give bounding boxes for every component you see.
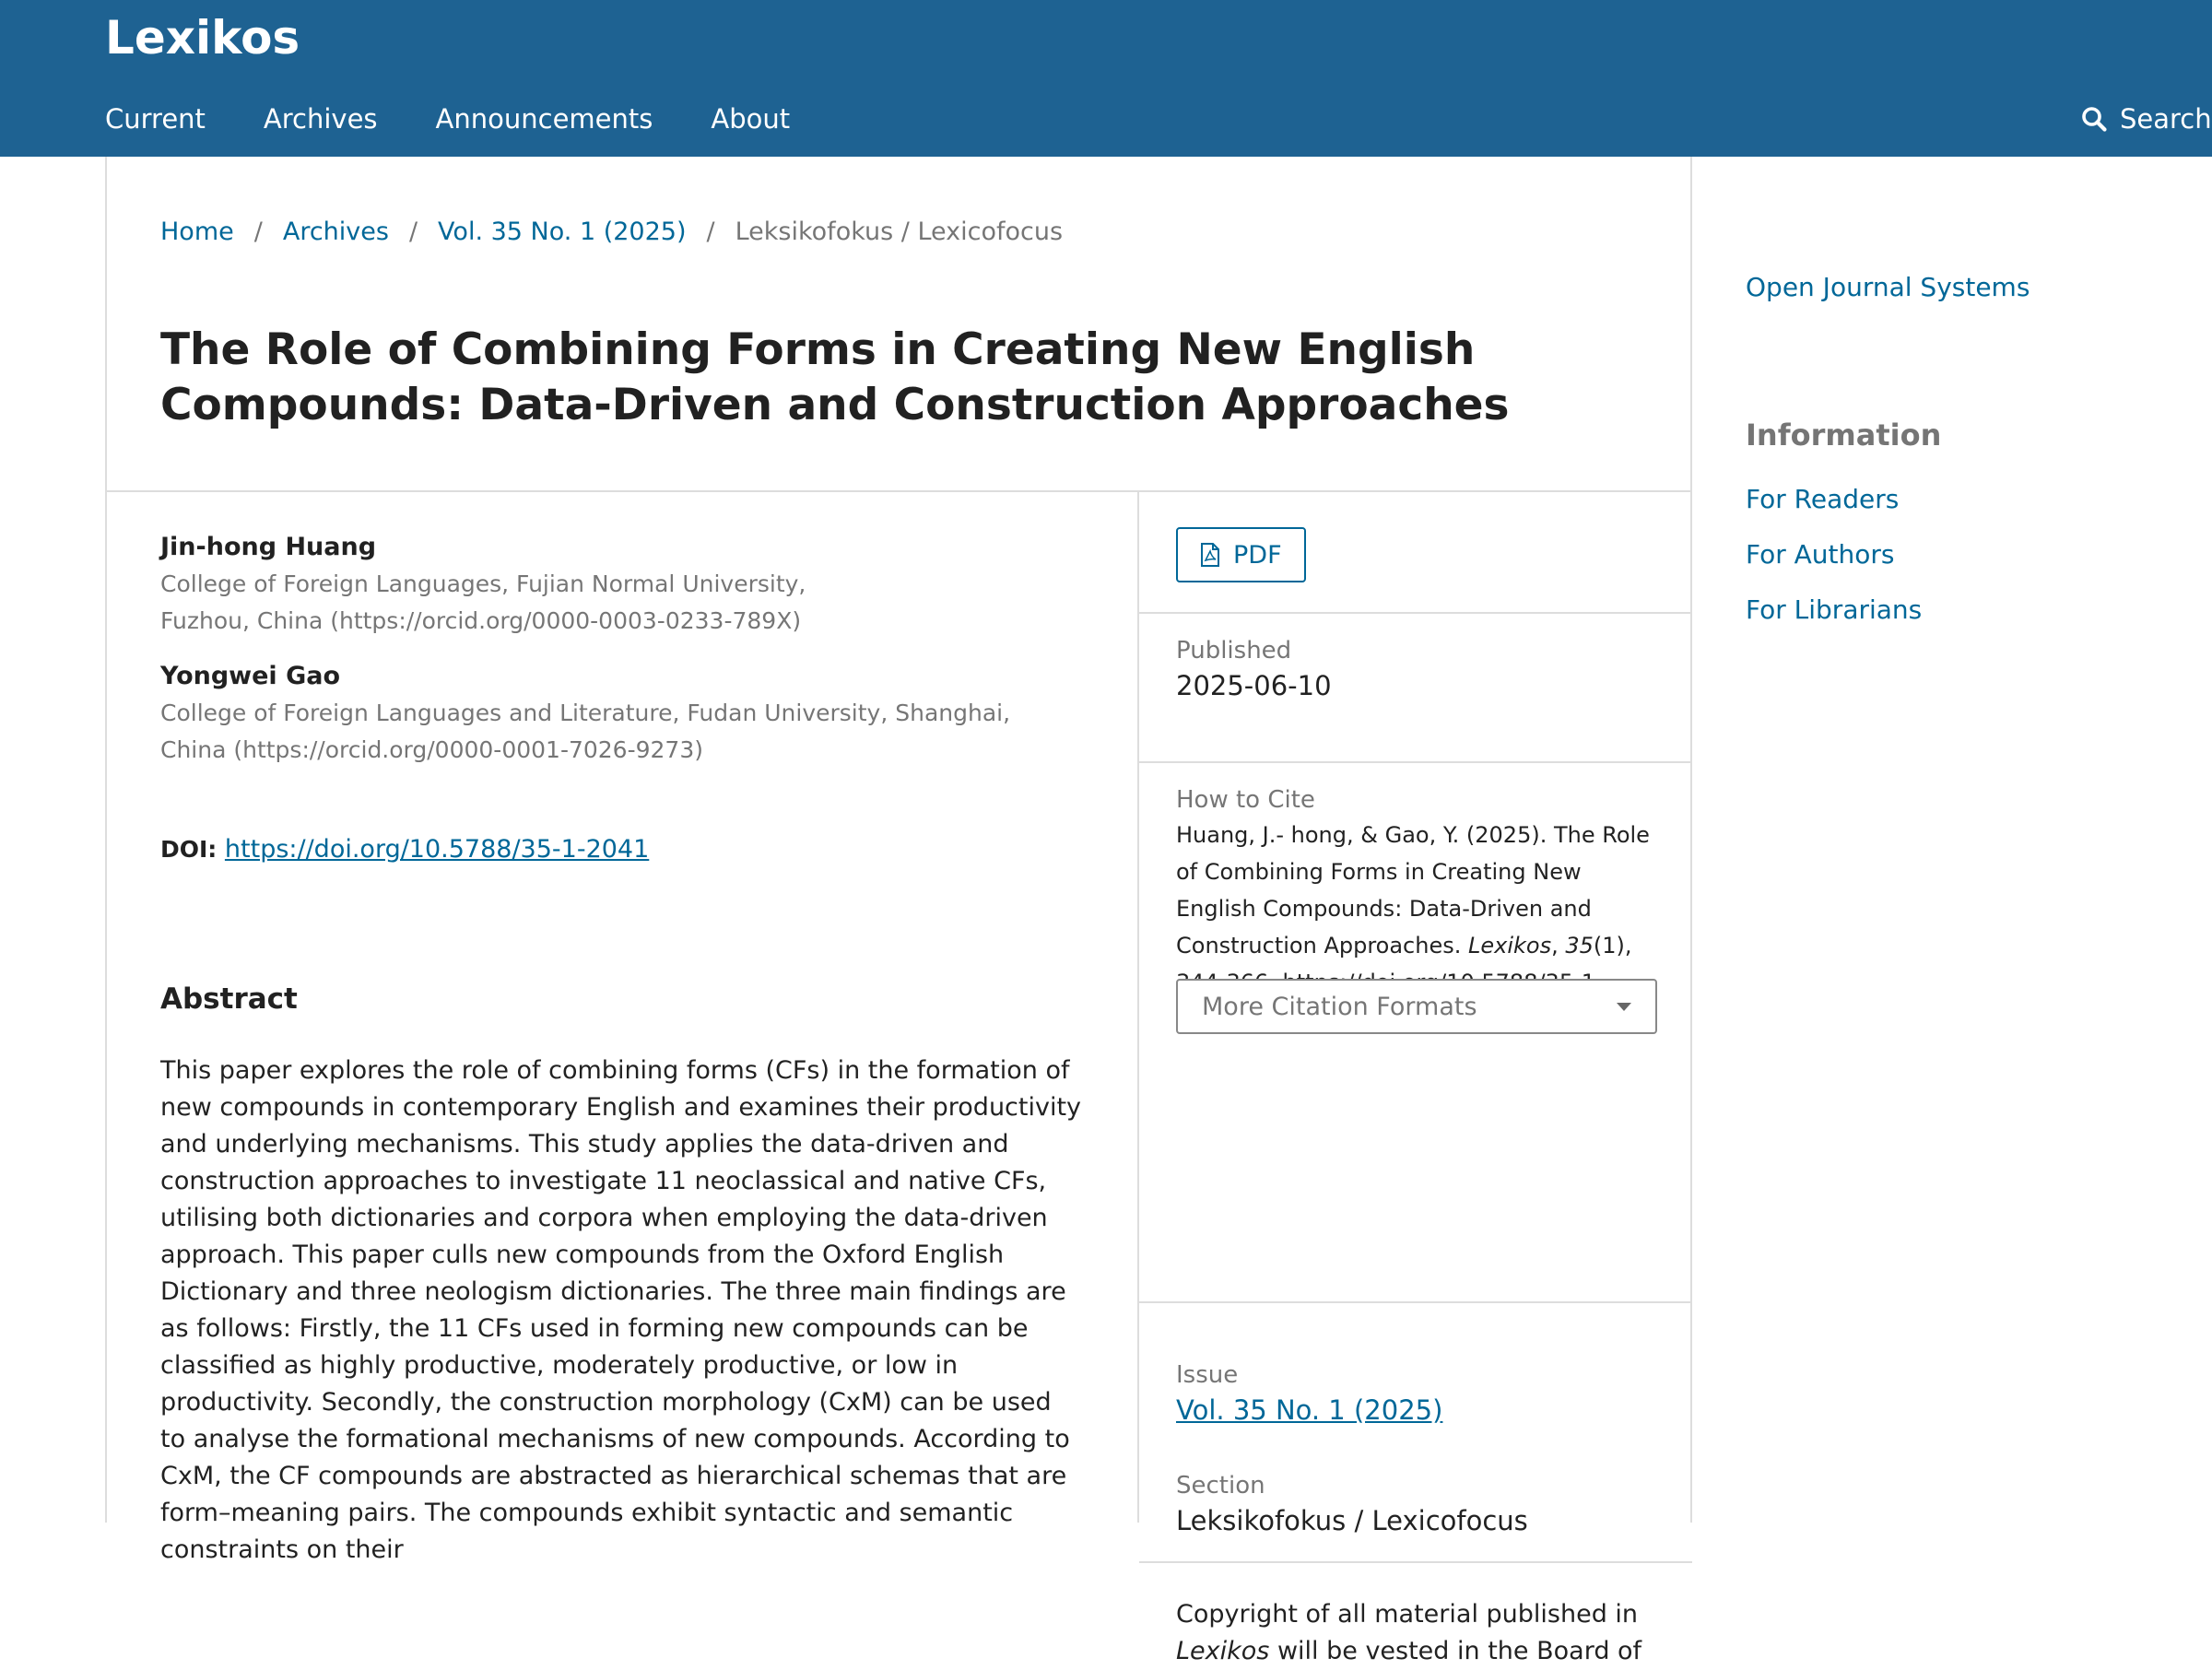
author-name: Jin-hong Huang <box>160 533 377 561</box>
ojs-link[interactable]: Open Journal Systems <box>1746 272 2030 302</box>
nav-archives[interactable]: Archives <box>263 103 378 135</box>
author-name: Yongwei Gao <box>160 662 341 690</box>
sidebar-link-librarians[interactable]: For Librarians <box>1746 594 1923 625</box>
published-date: 2025-06-10 <box>1176 670 1332 701</box>
nav-about[interactable]: About <box>711 103 791 135</box>
copyright-part: will be vested in the Board of <box>1269 1637 1642 1665</box>
breadcrumb-current: Leksikofokus / Lexicofocus <box>735 218 1064 246</box>
abstract-heading: Abstract <box>160 982 298 1016</box>
breadcrumb-home[interactable]: Home <box>160 218 234 246</box>
citation-part: Huang, J.- hong, & Gao, Y. (2025). The Role of Combining Forms in Creating New English Compounds: Data-Driven and Construction Approaches. <box>1176 822 1650 958</box>
sidebar-link-authors[interactable]: For Authors <box>1746 539 1895 570</box>
breadcrumb-separator: / <box>408 218 418 246</box>
doi-block <box>160 831 649 868</box>
citation-separator: , <box>1551 933 1566 958</box>
breadcrumb-separator: / <box>706 218 715 246</box>
primary-nav <box>105 96 790 142</box>
breadcrumb-separator: / <box>253 218 263 246</box>
pdf-file-icon <box>1200 543 1220 567</box>
caret-down-icon <box>1617 1003 1631 1011</box>
how-to-cite-label: How to Cite <box>1176 786 1315 814</box>
copyright-notice <box>1176 1596 1655 1670</box>
details-divider <box>1139 1301 1692 1303</box>
citation-formats-label: More Citation Formats <box>1202 992 1477 1021</box>
sidebar-link-readers[interactable]: For Readers <box>1746 484 1900 514</box>
nav-announcements[interactable]: Announcements <box>435 103 653 135</box>
abstract-text: This paper explores the role of combining forms (CFs) in the formation of new compounds in contemporary English and examines their productivity and underlying mechanisms. This study applies the data-driven and construction approaches to investigate 11 neoclassical and native CFs, utilising both dictionaries and corpora when employing the data-driven approach. This paper culls new compounds from the Oxford English Dictionary and three neologism dictionaries. The three main findings are as follows: Firstly, the 11 CFs used in forming new compounds can be classified as highly productive, moderately productive, or low in productivity. Secondly, the construction morphology (CxM) can be used to analyse the formational mechanisms of new compounds. According to CxM, the CF compounds are abstracted as hierarchical schemas that are form–meaning pairs. The compounds exhibit syntactic and semantic constraints on their <box>160 1056 1082 1564</box>
breadcrumb-archives[interactable]: Archives <box>282 218 389 246</box>
citation-part: (1), <box>1593 933 1632 958</box>
search-icon <box>2081 106 2107 132</box>
pdf-download-button[interactable] <box>1176 527 1306 582</box>
citation-formats-dropdown[interactable] <box>1176 979 1657 1034</box>
site-brand[interactable]: Lexikos <box>105 11 300 65</box>
title-divider <box>107 490 1692 492</box>
site-header <box>0 0 2212 157</box>
section-value: Leksikofokus / Lexicofocus <box>1176 1505 1528 1536</box>
doi-link[interactable]: https://doi.org/10.5788/35-1-2041 <box>224 835 650 864</box>
details-divider <box>1139 1561 1692 1563</box>
breadcrumb-issue[interactable]: Vol. 35 No. 1 (2025) <box>438 218 687 246</box>
citation-volume: 35 <box>1565 933 1594 958</box>
citation-journal: Lexikos <box>1468 933 1552 958</box>
doi-label: DOI: <box>160 836 218 863</box>
breadcrumb <box>160 214 1063 251</box>
copyright-part: Copyright of all material published in <box>1176 1600 1639 1629</box>
issue-link[interactable]: Vol. 35 No. 1 (2025) <box>1176 1394 1443 1426</box>
details-divider <box>1139 612 1692 614</box>
pdf-button-label: PDF <box>1233 540 1282 570</box>
information-heading: Information <box>1746 418 1942 453</box>
nav-current[interactable]: Current <box>105 103 206 135</box>
search-label: Search <box>2120 103 2212 135</box>
details-divider <box>1139 761 1692 763</box>
author-entry <box>160 658 1082 769</box>
issue-value <box>1176 1392 1442 1429</box>
copyright-journal: Lexikos <box>1176 1637 1270 1665</box>
section-label: Section <box>1176 1472 1265 1499</box>
search-link[interactable] <box>2081 96 2212 142</box>
published-label: Published <box>1176 637 1292 664</box>
issue-label: Issue <box>1176 1361 1239 1389</box>
author-affiliation: College of Foreign Languages and Literature, Fudan University, Shanghai, China (https://orcid.org/0000-0001-7026-9273) <box>160 700 1011 763</box>
author-affiliation: College of Foreign Languages, Fujian Normal University, Fuzhou, China (https://orcid.org/0000-0003-0233-789X) <box>160 570 806 634</box>
article-title: The Role of Combining Forms in Creating New English Compounds: Data-Driven and Construction Approaches <box>160 324 1510 430</box>
author-entry <box>160 529 898 640</box>
main-content <box>105 157 1692 1665</box>
column-divider <box>1137 490 1139 1523</box>
